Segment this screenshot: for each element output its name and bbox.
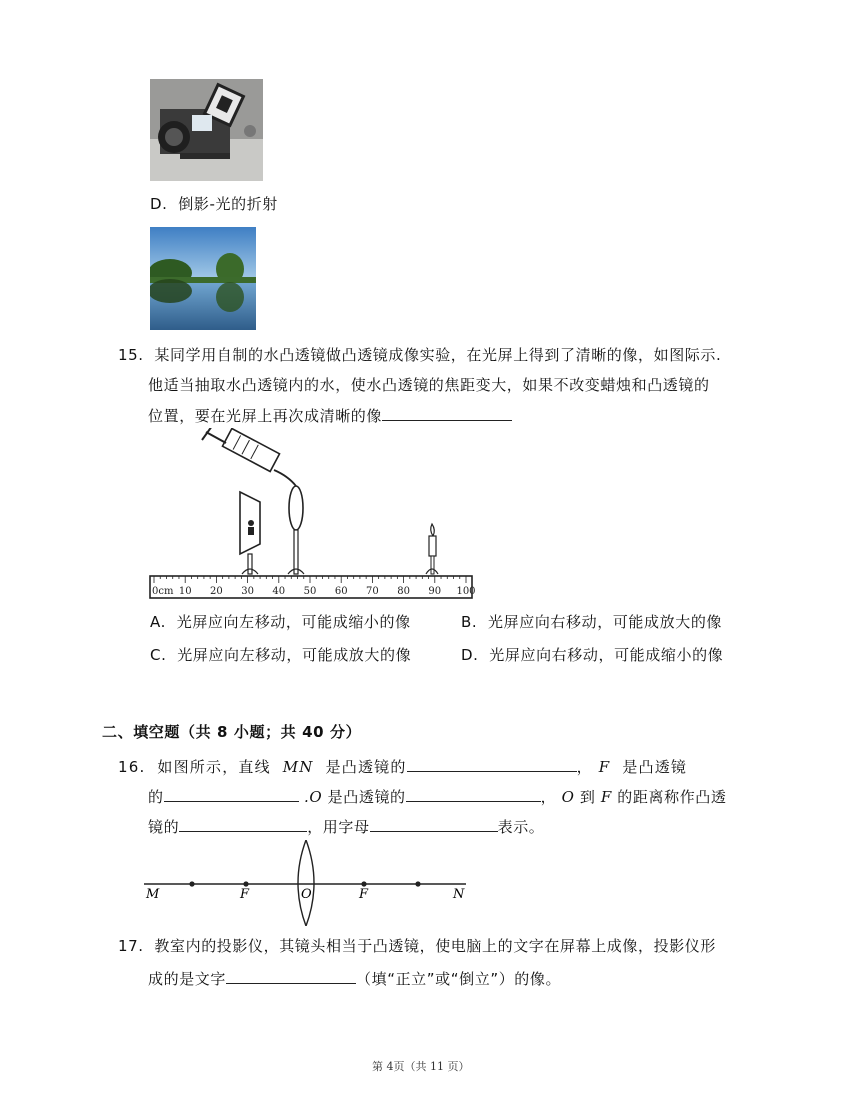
answer-blank	[226, 967, 356, 984]
label-m: M	[146, 887, 160, 902]
candle-icon	[426, 524, 438, 574]
variable-f: F	[598, 758, 611, 776]
question-15-line-1	[118, 345, 721, 365]
point-icon	[361, 881, 366, 886]
ruler-tick-label: 90	[428, 586, 442, 597]
label-f-right: F	[359, 887, 369, 902]
answer-blank	[407, 755, 577, 772]
ruler-tick-label: 80	[397, 586, 410, 597]
question-17-line-1	[118, 936, 716, 956]
option-text: 光屏应向右移动，可能成放大的像	[488, 613, 723, 631]
question-text: 成的是文字	[148, 970, 227, 988]
optical-bench-diagram	[140, 428, 480, 600]
question-16-line-2	[148, 785, 727, 807]
question-text: 表示。	[497, 818, 545, 836]
ruler-tick-label: 50	[303, 586, 317, 597]
option-label: A.	[150, 613, 166, 631]
question-text: 是凸透镜的	[327, 788, 406, 806]
question-15-line-3	[148, 404, 512, 426]
question-text: ，	[576, 758, 593, 776]
option-label: D.	[461, 646, 479, 664]
question-number: 17.	[118, 937, 144, 955]
option-label: C.	[150, 646, 167, 664]
option-b	[461, 612, 722, 632]
question-15-line-2: 他适当抽取水凸透镜内的水，使水凸透镜的焦距变大，如果不改变蜡烛和凸透镜的	[148, 376, 710, 394]
label-o: O	[301, 887, 312, 902]
option-text: 光屏应向左移动，可能成缩小的像	[176, 613, 411, 631]
point-icon	[189, 881, 194, 886]
point-icon	[415, 881, 420, 886]
ruler-tick-label: 30	[241, 586, 254, 597]
ruler	[150, 576, 476, 598]
section-title: 二、填空题（共 8 小题；共 40 分）	[102, 723, 362, 741]
answer-blank	[406, 785, 541, 802]
question-text: 教室内的投影仪，其镜头相当于凸透镜，使电脑上的文字在屏幕上成像，投影仪形	[154, 937, 717, 955]
answer-blank	[179, 815, 307, 832]
question-text: .	[303, 788, 310, 806]
lake-reflection-photo	[150, 227, 256, 330]
option-c	[150, 645, 411, 665]
option-text: 光屏应向右移动，可能成缩小的像	[489, 646, 724, 664]
question-text: 的	[148, 788, 164, 806]
light-screen-icon	[240, 492, 260, 574]
question-text: 镜的	[148, 818, 180, 836]
question-text: 某同学用自制的水凸透镜做凸透镜成像实验，在光屏上得到了清晰的像，如图际示.	[154, 346, 722, 364]
option-text: 光屏应向左移动，可能成放大的像	[177, 646, 412, 664]
question-text: 是凸透镜的	[325, 758, 407, 776]
question-text: 的距离称作凸透	[617, 788, 727, 806]
label-f-left: F	[240, 887, 250, 902]
question-text: 是凸透镜	[622, 758, 688, 776]
question-text: 如图所示，直线	[157, 758, 271, 776]
answer-blank	[370, 815, 498, 832]
variable-o: O	[309, 788, 323, 806]
question-text: （填“正立”或“倒立”）的像。	[356, 970, 562, 988]
ruler-tick-label: 100	[456, 586, 476, 597]
answer-blank	[382, 404, 512, 421]
option-a	[150, 612, 411, 632]
question-17-line-2	[148, 967, 561, 989]
page-footer: 第 4页（共 11 页）	[372, 1060, 470, 1073]
option-label: B.	[461, 613, 478, 631]
option-text: 倒影-光的折射	[178, 195, 278, 213]
convex-lens-axis-diagram	[140, 840, 470, 926]
projector-photo	[150, 79, 263, 181]
question-text: ，	[540, 788, 557, 806]
ruler-tick-label: 40	[272, 586, 286, 597]
point-icon	[243, 881, 248, 886]
option-d-previous	[150, 194, 278, 214]
water-lens-icon	[288, 486, 304, 574]
question-number: 16.	[118, 758, 146, 776]
variable-mn: MN	[282, 758, 314, 776]
syringe-icon	[202, 428, 296, 486]
question-number: 15.	[118, 346, 144, 364]
ruler-tick-label: 0cm	[152, 586, 174, 597]
question-16-line-1	[118, 755, 687, 777]
ruler-tick-label: 70	[366, 586, 379, 597]
ruler-tick-label: 10	[178, 586, 192, 597]
question-text: ，用字母	[307, 818, 370, 836]
ruler-tick-label: 20	[210, 586, 223, 597]
question-text: 位置，要在光屏上再次成清晰的像	[148, 407, 383, 425]
answer-blank	[164, 785, 299, 802]
option-label: D.	[150, 195, 168, 213]
option-d	[461, 645, 723, 665]
variable-f: F	[600, 788, 612, 806]
question-16-line-3	[148, 815, 544, 837]
label-n: N	[453, 887, 465, 902]
question-text: 到	[579, 788, 596, 806]
variable-o: O	[561, 788, 575, 806]
ruler-tick-label: 60	[334, 586, 348, 597]
